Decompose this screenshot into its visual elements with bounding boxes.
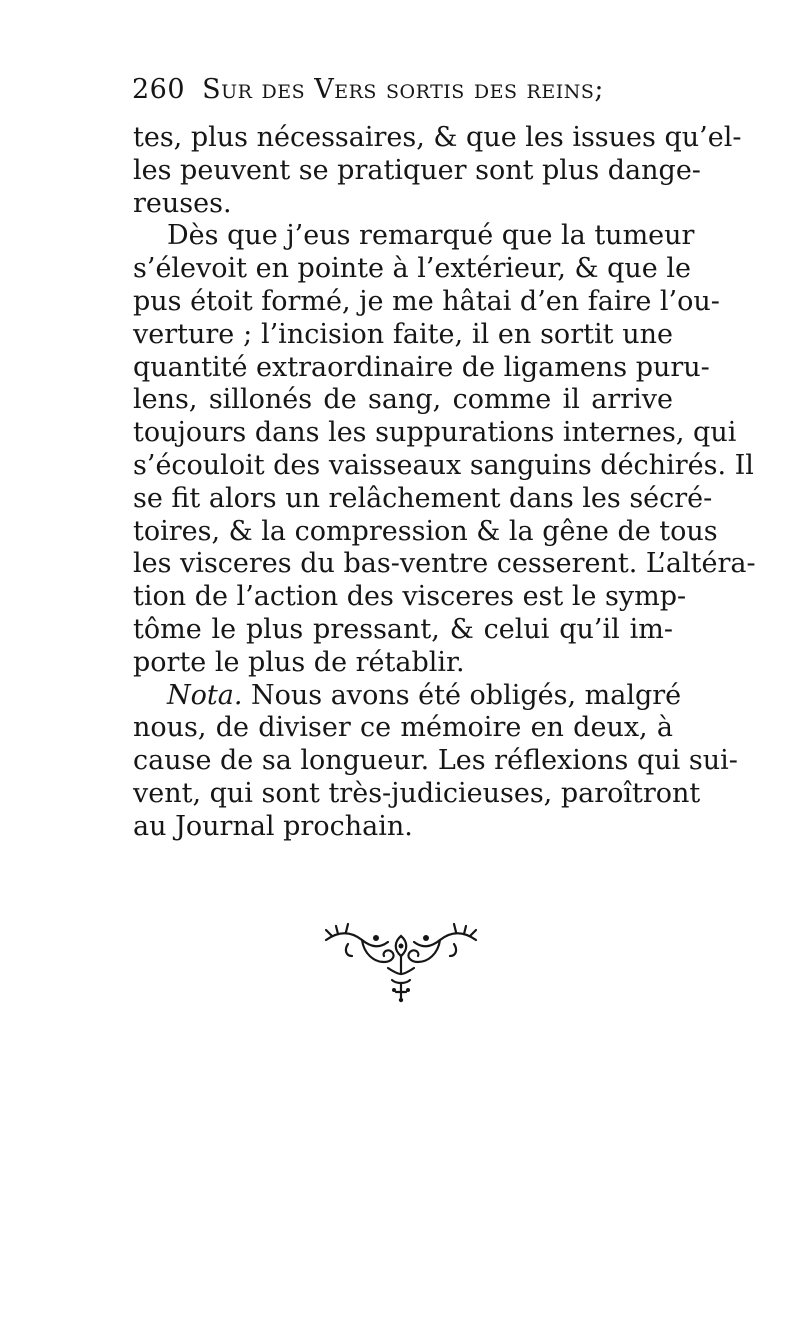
line-text: tion de l’action des visceres est le symp- — [133, 581, 687, 613]
line-text: Dès que j’eus remarqué que la tumeur — [167, 220, 695, 252]
text-line — [133, 647, 673, 680]
line-text: quantité extraordinaire de ligamens puru- — [133, 351, 710, 383]
text-line — [133, 253, 691, 286]
line-text: cause de sa longueur. Les réflexions qui sui- — [133, 745, 738, 777]
line-text: s’élevoit en pointe à l’extérieur, & que le — [133, 253, 691, 285]
line-text: pus étoit formé, je me hâtai d’en faire l’ou- — [133, 285, 720, 317]
text-line — [133, 351, 710, 385]
text-line — [133, 285, 720, 319]
text-line — [133, 581, 687, 614]
page-number: 260 — [132, 74, 186, 105]
line-text: verture ; l’incision faite, il en sortit une — [133, 318, 673, 350]
running-title: Sur des Vers sortis des reins; — [202, 74, 604, 105]
text-line — [133, 712, 673, 745]
line-text: toires, & la compression & la gêne de tous — [133, 515, 718, 547]
text-line — [133, 482, 713, 516]
body-text — [133, 122, 756, 844]
line-text: se fit alors un relâchement dans les sécré- — [133, 482, 713, 514]
text-line — [133, 384, 673, 417]
line-text: toujours dans les suppurations internes, qui — [133, 417, 737, 449]
text-line — [133, 449, 754, 483]
text-line — [133, 154, 701, 188]
text-line — [133, 811, 673, 844]
text-line — [133, 122, 742, 155]
line-text: reuses. — [133, 187, 232, 219]
text-line — [133, 417, 737, 450]
line-text: Nous avons été obligés, malgré — [242, 679, 682, 711]
line-text: lens, sillonés de sang, comme il arrive — [133, 384, 673, 416]
fleuron-ornament-icon — [318, 918, 484, 1004]
running-head — [132, 74, 672, 118]
line-text: tes, plus nécessaires, & que les issues qu’el- — [133, 122, 742, 153]
text-line — [133, 777, 701, 811]
line-text: les visceres du bas-ventre cesserent. L’altéra- — [133, 548, 756, 580]
nota-label: Nota. — [167, 679, 243, 711]
text-line — [133, 548, 756, 581]
line-text: les peuvent se pratiquer sont plus dange- — [133, 154, 701, 186]
text-line — [133, 745, 738, 778]
text-line — [133, 614, 673, 647]
text-line — [133, 515, 718, 549]
line-text: s’écouloit des vaisseaux sanguins déchirés. Il — [133, 449, 754, 481]
line-text: nous, de diviser ce mémoire en deux, à — [133, 712, 673, 744]
text-line — [133, 319, 673, 352]
line-text: au Journal prochain. — [133, 810, 413, 842]
line-text: tôme le plus pressant, & celui qu’il im- — [133, 613, 673, 645]
text-line — [133, 220, 695, 253]
line-text: vent, qui sont très-judicieuses, paroîtront — [133, 777, 701, 809]
line-text: porte le plus de rétablir. — [133, 646, 465, 678]
text-line — [133, 679, 682, 713]
text-line — [133, 188, 673, 221]
